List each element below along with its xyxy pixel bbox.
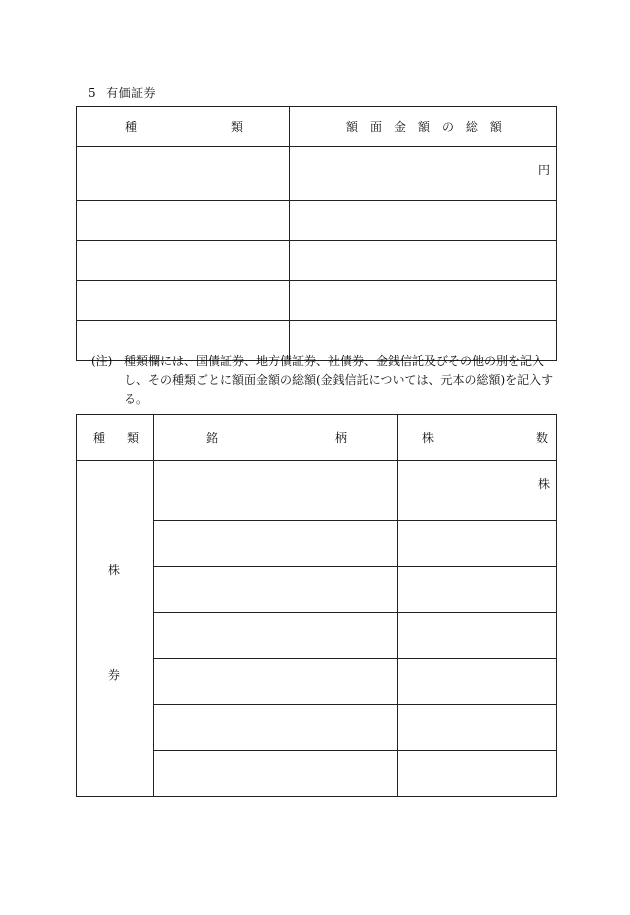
stock-kind-cell — [77, 461, 154, 797]
header-kind — [77, 415, 154, 461]
header-char: 金 — [393, 120, 406, 134]
kind-cell[interactable] — [77, 201, 290, 241]
yen-unit: 円 — [537, 163, 550, 177]
share-count-cell[interactable] — [398, 751, 557, 797]
table-row — [77, 201, 557, 241]
header-share-count — [398, 415, 557, 461]
share-unit: 株 — [537, 477, 550, 491]
table-row — [77, 281, 557, 321]
issue-name-cell[interactable] — [154, 705, 398, 751]
header-char: 銘 — [206, 431, 219, 445]
kind-cell[interactable] — [77, 241, 290, 281]
table-row — [77, 461, 557, 521]
header-char: 総 — [465, 120, 478, 134]
issue-name-cell[interactable] — [154, 613, 398, 659]
kind-cell[interactable] — [77, 281, 290, 321]
amount-cell[interactable] — [290, 147, 557, 201]
issue-name-cell[interactable] — [154, 659, 398, 705]
note-line: し、その種類ごとに額面金額の総額(金銭信託については、元本の総額)を記入す — [124, 373, 554, 387]
header-issue-name — [154, 415, 398, 461]
header-char: 種 — [93, 431, 106, 445]
section-heading — [88, 84, 156, 101]
note-label: (注) — [91, 354, 113, 368]
stock-certificates-table — [76, 414, 557, 797]
header-char: 柄 — [334, 431, 347, 445]
header-char: 数 — [535, 431, 548, 445]
share-count-cell[interactable] — [398, 613, 557, 659]
header-char: の — [441, 120, 454, 134]
header-char: 額 — [489, 120, 502, 134]
amount-cell[interactable] — [290, 241, 557, 281]
share-count-cell[interactable] — [398, 659, 557, 705]
amount-cell[interactable] — [290, 201, 557, 241]
table-header-row — [77, 107, 557, 147]
header-char: 類 — [230, 120, 243, 134]
share-count-cell[interactable] — [398, 705, 557, 751]
header-char: 種 — [125, 120, 138, 134]
table-header-row — [77, 415, 557, 461]
header-face-value-total — [290, 107, 557, 147]
table-row — [77, 241, 557, 281]
header-char: 類 — [126, 431, 139, 445]
header-char: 額 — [346, 120, 359, 134]
header-char: 面 — [369, 120, 382, 134]
note-line: 種類欄には、国債証券、地方債証券、社債券、金銭信託及びその他の別を記入 — [124, 354, 545, 368]
share-count-cell[interactable] — [398, 461, 557, 521]
share-count-cell[interactable] — [398, 567, 557, 613]
issue-name-cell[interactable] — [154, 461, 398, 521]
note-block — [91, 352, 561, 409]
kind-cell[interactable] — [77, 147, 290, 201]
kind-char: 株 — [108, 563, 121, 577]
issue-name-cell[interactable] — [154, 751, 398, 797]
amount-cell[interactable] — [290, 281, 557, 321]
issue-name-cell[interactable] — [154, 521, 398, 567]
header-kind — [77, 107, 290, 147]
issue-name-cell[interactable] — [154, 567, 398, 613]
securities-face-value-table — [76, 106, 557, 361]
section-number: 5 — [88, 86, 97, 100]
note-line: る。 — [124, 392, 149, 406]
table-row — [77, 147, 557, 201]
kind-char: 券 — [108, 668, 121, 682]
header-char: 額 — [417, 120, 430, 134]
header-char: 株 — [422, 431, 435, 445]
section-title: 有価証券 — [106, 86, 157, 100]
share-count-cell[interactable] — [398, 521, 557, 567]
